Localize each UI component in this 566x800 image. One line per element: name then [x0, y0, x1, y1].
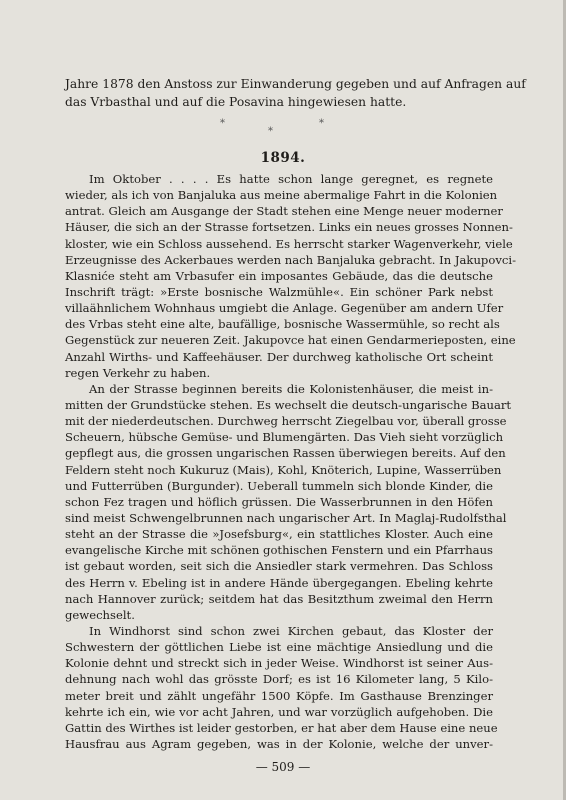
body-line: Im Oktober . . . . Es hatte schon lange geregnet, es regnete	[89, 172, 493, 186]
body-line: Schwestern der göttlichen Liebe ist eine mächtige Ansiedlung und die	[65, 640, 493, 655]
body-line: Hausfrau aus Agram gegeben, was in der Kolonie, welche der unver-	[65, 737, 493, 751]
body-line: Kolonie dehnt und streckt sich in jeder Weise. Windhorst ist seiner Aus-	[65, 656, 493, 671]
body-line: wieder, als ich von Banjaluka aus meine abermalige Fahrt in die Kolonien	[65, 188, 498, 203]
body-line: kloster, wie ein Schloss aussehend. Es herrscht starker Wagenverkehr, viele	[65, 236, 513, 251]
body-line: kehrte ich ein, wie vor acht Jahren, und war vorzüglich aufgehoben. Die	[65, 704, 493, 719]
body-line: regen Verkehr zu haben.	[65, 365, 211, 380]
body-line: Häuser, die sich an der Strasse fortsetzen. Links ein neues grosses Nonnen-	[65, 220, 513, 235]
intro-line: Jahre 1878 den Anstoss zur Einwanderung gegeben und auf Anfragen auf	[65, 77, 526, 91]
body-line: sind meist Schwengelbrunnen nach ungarischer Art. In Maglaj-Rudolfsthal	[65, 511, 507, 525]
body-line: Gattin des Wirthes ist leider gestorben, er hat aber dem Hause eine neue	[65, 720, 498, 735]
body-line: mitten der Grundstücke stehen. Es wechselt die deutsch-ungarische Bauart	[65, 398, 512, 412]
body-line: Scheuern, hübsche Gemüse- und Blumengärten. Das Vieh sieht vorzüglich	[65, 430, 504, 445]
body-line: In Windhorst sind schon zwei Kirchen gebaut, das Kloster der	[89, 624, 493, 638]
body-line: mit der niederdeutschen. Durchweg herrscht Ziegelbau vor, überall grosse	[65, 414, 507, 429]
body-line: Gegenstück zur neueren Zeit. Jakupovce hat einen Gendarmerieposten, eine	[65, 333, 516, 348]
body-line: nach Hannover zurück; seitdem hat das Besitzthum zweimal den Herrn	[65, 591, 493, 606]
body-line: und Futterrüben (Burgunder). Ueberall tummeln sich blonde Kinder, die	[65, 478, 493, 493]
section-year-heading: 1894.	[260, 150, 306, 166]
body-line: dehnung nach wohl das grösste Dorf; es ist 16 Kilometer lang, 5 Kilo-	[65, 672, 493, 687]
body-line: des Vrbas steht eine alte, baufällige, bosnische Wassermühle, so recht als	[65, 317, 500, 332]
section-ornament: *	[220, 118, 225, 129]
section-ornament: *	[319, 118, 324, 129]
intro-line: das Vrbasthal und auf die Posavina hingewiesen hatte.	[65, 95, 407, 109]
section-ornament: *	[268, 126, 273, 137]
body-line: gewechselt.	[65, 607, 135, 622]
body-line: schon Fez tragen und höflich grüssen. Die Wasserbrunnen in den Höfen	[65, 494, 493, 509]
body-line: gepflegt aus, die grossen ungarischen Rassen überwiegen bereits. Auf den	[65, 446, 506, 461]
body-line: Erzeugnisse des Ackerbaues werden nach Banjaluka gebracht. In Jakupovci-	[65, 252, 516, 267]
body-line: des Herrn v. Ebeling ist in andere Hände übergegangen. Ebeling kehrte	[65, 575, 493, 590]
page-number: — 509 —	[255, 760, 311, 774]
body-line: steht an der Strasse die »Josefsburg«, ein stattliches Kloster. Auch eine	[65, 527, 493, 542]
body-line: villaähnlichem Wohnhaus umgiebt die Anlage. Gegenüber am andern Ufer	[65, 301, 504, 316]
body-line: Klasniće steht am Vrbasufer ein imposantes Gebäude, das die deutsche	[65, 268, 493, 283]
body-line: evangelische Kirche mit schönen gothischen Fenstern und ein Pfarrhaus	[65, 543, 493, 558]
body-line: Anzahl Wirths- und Kaffeehäuser. Der durchweg katholische Ort scheint	[65, 349, 493, 364]
body-line: ist gebaut worden, seit sich die Ansiedler stark vermehren. Das Schloss	[65, 559, 493, 574]
body-line: An der Strasse beginnen bereits die Kolonistenhäuser, die meist in-	[89, 381, 493, 396]
body-line: Feldern steht noch Kukuruz (Mais), Kohl, Knöterich, Lupine, Wasserrüben	[65, 462, 502, 477]
body-line: antrat. Gleich am Ausgange der Stadt stehen eine Menge neuer moderner	[65, 204, 503, 219]
body-line: Inschrift trägt: »Erste bosnische Walzmühle«. Ein schöner Park nebst	[65, 285, 493, 299]
body-line: meter breit und zählt ungefähr 1500 Köpfe. Im Gasthause Brenzinger	[65, 688, 493, 703]
